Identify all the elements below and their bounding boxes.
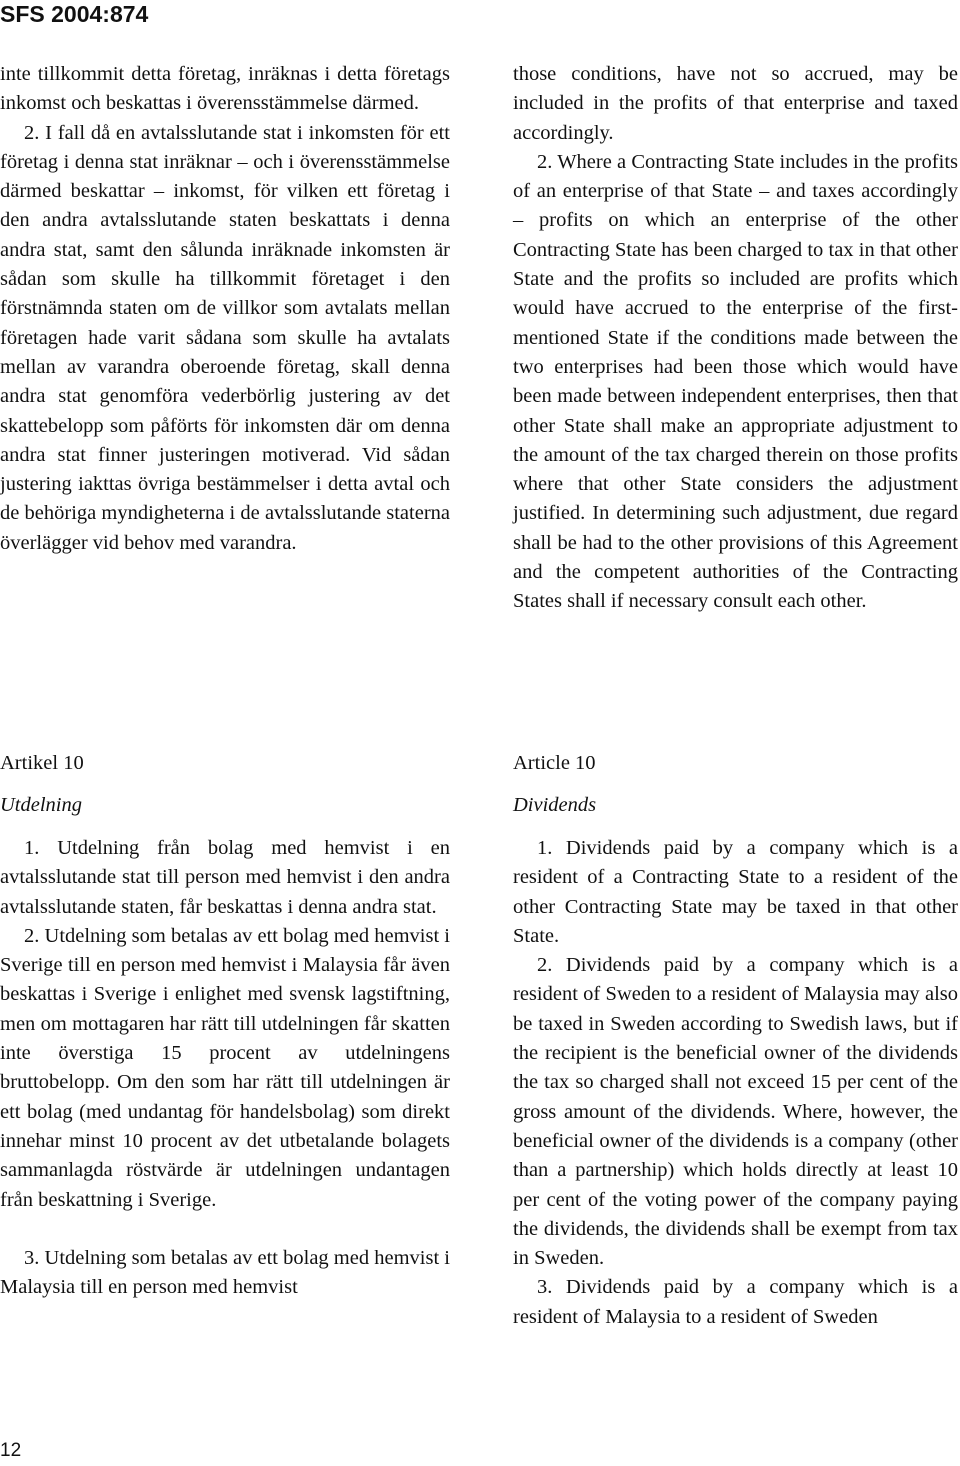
swedish-column-top — [0, 60, 450, 558]
article-heading-en: Article 10 — [513, 752, 596, 774]
article-paragraph-3-sv: 3. Utdelning som betalas av ett bolag med hemvist i Malaysia till en person med hemvist — [0, 1246, 450, 1299]
article-paragraph-2-en: 2. Dividends paid by a company which is a resident of Sweden to a resident of Malaysia may also be taxed in Sweden according to Swedish laws, but if the recipient is the beneficial owner of the dividends the tax so charged shall not exceed 15 per cent of the gross amount of the dividends. Where, however, the beneficial owner of the dividends is a company (other than a partnership) which holds directly at least 10 per cent of the voting power of the company paying the dividends, the dividends shall be exempt from tax in Sweden. — [513, 954, 958, 1270]
paragraph-continuation-sv: inte tillkommit detta företag, inräknas i detta företags inkomst och beskattas i överensstämmelse därmed. — [0, 63, 450, 115]
document-reference: SFS 2004:874 — [0, 1, 149, 27]
english-column-top — [513, 60, 958, 617]
article-paragraph-1-en: 1. Dividends paid by a company which is a resident of a Contracting State to a resident of the other Contracting State may be taxed in that other State. — [513, 837, 958, 947]
paragraph-2-sv: 2. I fall då en avtalsslutande stat i inkomsten för ett företag i denna stat inräknar – och i överensstämmelse därmed beskattar – inkomst, för vilken ett företag i den andra avtalsslutande staten beskattats i denna andra stat, samt den sålunda inräknade inkomsten är sådan som skulle ha tillkommit företaget i den förstnämnda staten om de villkor som avtalats mellan företagen hade varit sådana som skulle ha avtalats mellan av varandra oberoende företag, skall denna andra stat genomföra vederbörlig justering av det skattebelopp som påförts för inkomsten där om denna andra stat finner justeringen motiverad. Vid sådan justering iakttas övriga bestämmelser i detta avtal och de behöriga myndigheterna i de avtalsslutande staterna överlägger vid behov med varandra. — [0, 121, 450, 554]
article-heading-sv: Artikel 10 — [0, 752, 84, 774]
article-subheading-en: Dividends — [513, 794, 597, 816]
paragraph-2-en: 2. Where a Contracting State includes in the profits of an enterprise of that State – and taxes accordingly – profits on which an enterprise of the other Contracting State has been charged to tax in that other State and the profits so included are profits which would have accrued to the enterprise of the first-mentioned State if the conditions made between the two enterprises had been those which would have been made between independent enterprises, then that other State shall make an appropriate adjustment to the amount of the tax charged therein on those profits where that other State considers the adjustment justified. In determining such adjustment, due regard shall be had to the other provisions of this Agreement and the competent authorities of the Contracting States shall if necessary consult each other. — [513, 150, 958, 613]
article-paragraph-2-sv: 2. Utdelning som betalas av ett bolag med hemvist i Sverige till en person med hemvist i Malaysia får även beskattas i Sverige i enlighet med svensk lagstiftning, men om mottagaren har rätt till utdelningen får skatten inte överstiga 15 procent av utdelningens bruttobelopp. Om den som har rätt till utdelningen är ett bolag (med undantag för handelsbolag) som direkt innehar minst 10 procent av det utbetalande bolagets sammanlagda röstvärde är utdelningen undantagen från beskattning i Sverige. — [0, 924, 450, 1211]
paragraph-continuation-en: those conditions, have not so accrued, may be included in the profits of that enterprise and taxed accordingly. — [513, 63, 958, 144]
swedish-article-10 — [0, 749, 450, 1302]
article-paragraph-3-en: 3. Dividends paid by a company which is a resident of Malaysia to a resident of Sweden — [513, 1276, 958, 1328]
page-number: 12 — [0, 1440, 22, 1461]
english-article-10 — [513, 749, 958, 1332]
article-paragraph-1-sv: 1. Utdelning från bolag med hemvist i en avtalsslutande stat till person med hemvist i den andra avtalsslutande staten, får beskattas i denna andra stat. — [0, 837, 450, 918]
article-subheading-sv: Utdelning — [0, 794, 82, 816]
